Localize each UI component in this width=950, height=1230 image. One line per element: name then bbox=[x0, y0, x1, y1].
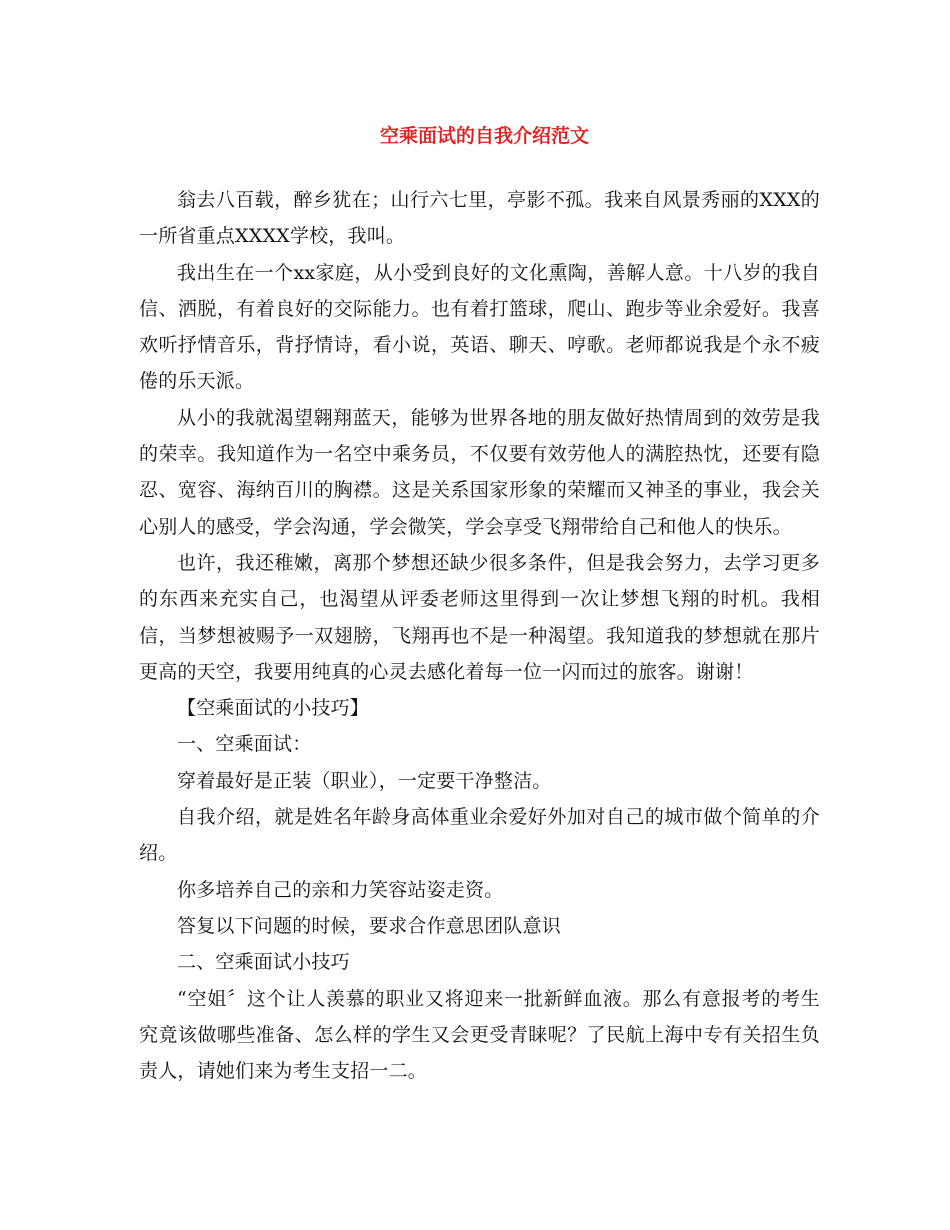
document-title: 空乘面试的自我介绍范文 bbox=[379, 125, 589, 147]
paragraph-closing: 也许，我还稚嫩，离那个梦想还缺少很多条件，但是我会努力，去学习更多的东西来充实自己，也渴望从评委老师这里得到一次让梦想飞翔的时机。我相信，当梦想被赐予一双翅膀，飞翔再也不是一种渴望。我知道我的梦想就在那片更高的天空，我要用纯真的心灵去感化着每一位一闪而过的旅客。谢谢！ bbox=[139, 551, 820, 683]
paragraph-intro: 翁去八百载，醉乡犹在；山行六七里，亭影不孤。我来自风景秀丽的XXX的一所省重点XXXX学校，我叫。 bbox=[139, 189, 820, 248]
paragraph-background: 我出生在一个xx家庭，从小受到良好的文化熏陶，善解人意。十八岁的我自信、洒脱，有着良好的交际能力。也有着打篮球，爬山、跑步等业余爱好。我喜欢听抒情音乐，背抒情诗，看小说，英语、聊天、哼歌。老师都说我是个永不疲倦的乐天派。 bbox=[139, 261, 820, 393]
subheading-tips: 二、空乘面试小技巧 bbox=[177, 951, 350, 974]
tip-demeanor: 你多培养自己的亲和力笑容站姿走资。 bbox=[177, 878, 504, 901]
section-heading-tips: 【空乘面试的小技巧】 bbox=[177, 697, 370, 720]
subheading-interview: 一、空乘面试： bbox=[177, 733, 312, 756]
paragraph-stewardess: “空姐〞这个让人羡慕的职业又将迎来一批新鲜血液。那么有意报考的考生究竟该做哪些准备、怎么样的学生又会更受青睐呢？了民航上海中专有关招生负责人，请她们来为考生支招一二。 bbox=[139, 987, 820, 1083]
tip-attire: 穿着最好是正装（职业），一定要干净整洁。 bbox=[177, 769, 552, 792]
tip-self-intro: 自我介绍，就是姓名年龄身高体重业余爱好外加对自己的城市做个简单的介绍。 bbox=[139, 806, 820, 865]
paragraph-aspiration: 从小的我就渴望翱翔蓝天，能够为世界各地的朋友做好热情周到的效劳是我的荣幸。我知道作为一名空中乘务员，不仅要有效劳他人的满腔热忱，还要有隐忍、宽容、海纳百川的胸襟。这是关系国家形象的荣耀而又神圣的事业，我会关心别人的感受，学会沟通，学会微笑，学会享受飞翔带给自己和他人的快乐。 bbox=[139, 406, 820, 538]
tip-teamwork: 答复以下问题的时候，要求合作意思团队意识 bbox=[177, 914, 562, 937]
